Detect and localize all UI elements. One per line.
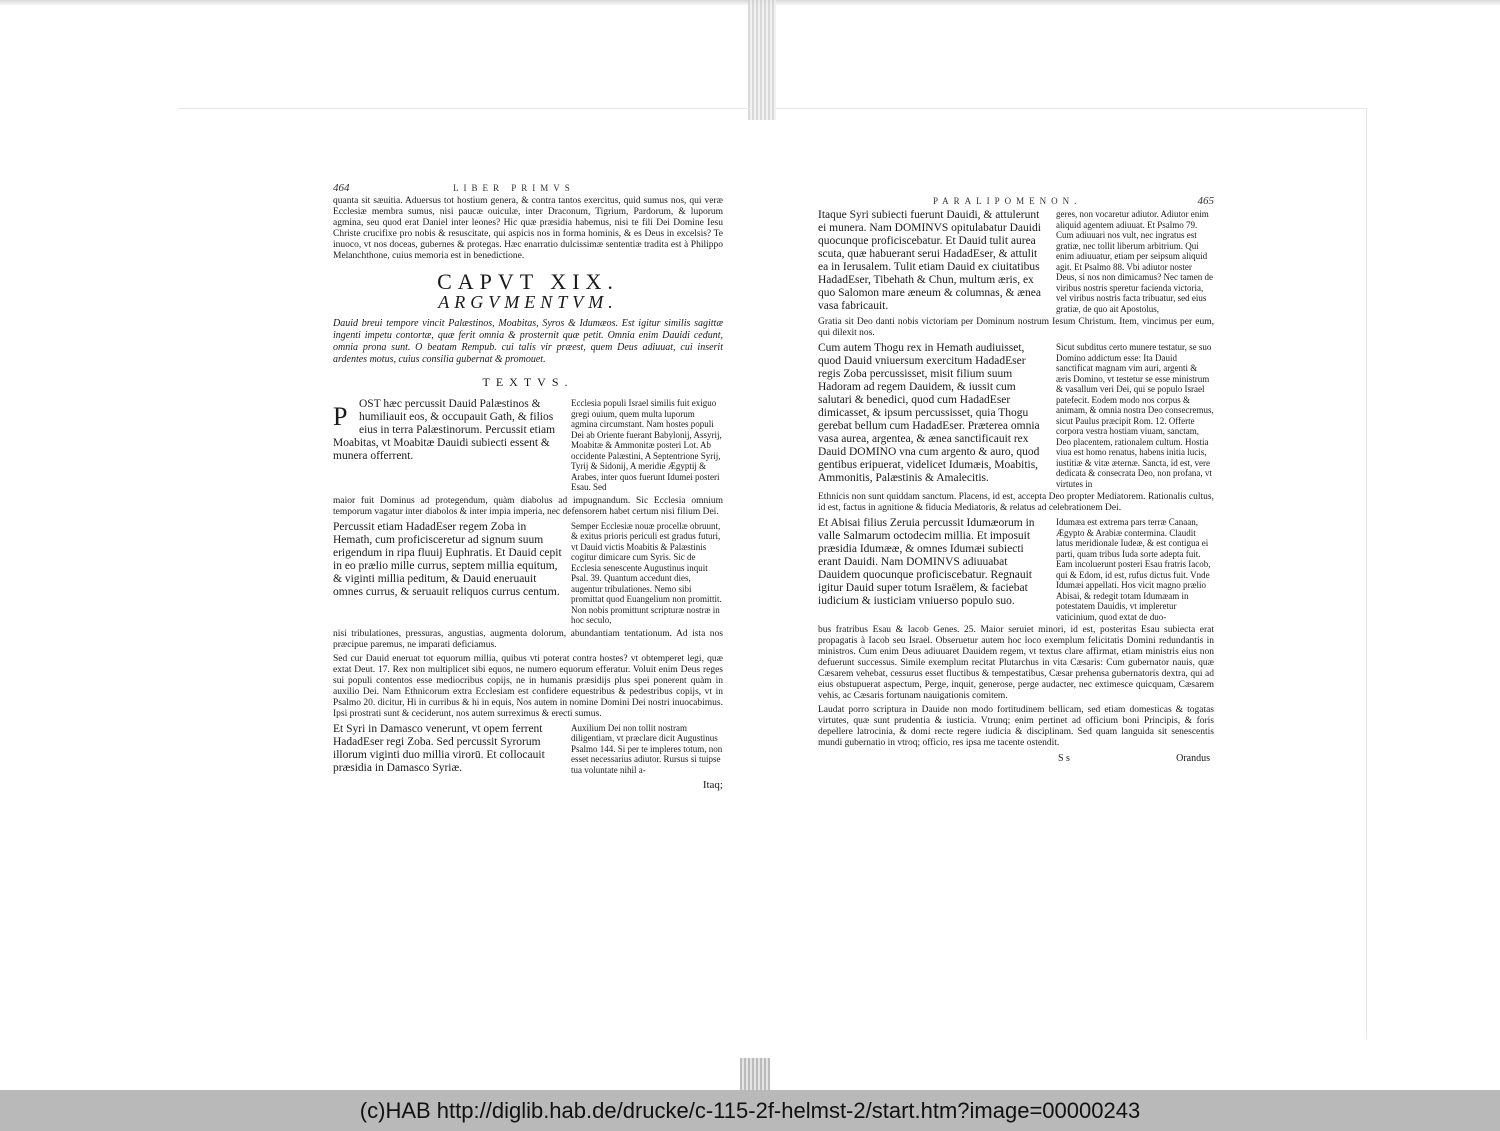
commentary-3: Sed cur Dauid eneruat tot equorum millia, quibus vti poterat contra hostes? vt obtemperet legi, quæ extat Deut. 17. Rex non multiplicet sibi equos, ne numero equorum efferatur. Voluit enim Deus reges sui populi contentos esse mediocribus copijs, ne in humanis præsidijs plus spei ponerent quàm in auxilio Dei. Nam Ethnicorum extra Ecclesiam est confidere equestribus & pedestribus copijs, vt in Psalmo 20. dicitur, Hi in curribus & hi in equis, Nos autem in nomine Domini Dei nostri inuocabimus. Ipsi prostrati sunt & ceciderunt, nos autem surreximus & erecti sumus.	[333, 653, 723, 719]
commentary-2: nisi tribulationes, pressuras, angustias, augmenta dolorum, abundantiam tentationum. Ad ista nos præcipue paremus, ne imparati deficiamus.	[333, 628, 723, 650]
verse-block-2	[333, 521, 723, 626]
right-running-title: PARALIPOMENON.	[933, 196, 1082, 206]
left-page	[333, 182, 723, 791]
side-note-3: Auxilium Dei non tollit nostram diligentiam, vt præclare dicit Augustinus Psalmo 144. Si per te impleres totum, non esset necessarius adiutor. Rursus si tuipse tua voluntate nihil a-	[571, 722, 723, 775]
left-running-head	[333, 182, 723, 196]
verse-1-text: OST hæc percussit Dauid Palæstinos & humiliauit eos, & occupauit Gath, & filios eius in terra Palæstinorum. Percussit etiam Moabitas, vt Moabitæ Dauidi subiecti essent & munera offerrent.	[333, 398, 556, 462]
chapter-heading: CAPVT XIX.	[437, 269, 619, 294]
side-note-4: geres, non vocaretur adiutor. Adiutor enim aliquid agentem adiuuat. Et Psalmo 79. Cum adiuuari nos vult, nec ingratus est gratiæ, nec tollit liberum arbitrium. Qui enim adiuuatur, etiam per seipsum aliquid agit. Et Psalmo 88. Vbi adiutor noster Deus, si nos non dimicamus? Nec tamen de viribus nostris speretur facienda victoria, vel viribus nostris facta tribuatur, sed eius gratiæ, de quo ait Apostolus,	[1056, 209, 1213, 314]
right-page	[818, 195, 1214, 765]
argumentum-text: Dauid breui tempore vincit Palæstinos, Moabitas, Syros & Idumæos. Est igitur similis sagittæ ingenti impetu contortæ, quæ ferit omnia & prosternit quæ petit. Omnia enim Dauidi cedunt, omnia prona sunt. O beatam Rempub. cui talis vir præest, quem Deus adiuuat, cui inserit ardentes motus, cuius consilia gubernat & promouet.	[333, 318, 723, 365]
commentary-6: bus fratribus Esau & Iacob Genes. 25. Maior seruiet minori, id est, posteritas Esau subiecta erat propagatis à Iacob seu Israel. Obseruetur autem hoc loco exemplum felicitatis Domini redundantis in ministros. Cum enim Deus adiuuaret Dauidem regem, vt textus clare affirmat, etiam ministris eius non defuerunt successus. Simile exemplum recitat Plutarchus in vita Cæsaris: Cum gubernator nauis, quæ Cæsarem vehebat, cessurus esset fluctibus & tempestatibus, Cæsar prehensa gubernatoris dextra, qui ad eius obstupuerat aspectum, Perge, inquit, generose, perge audacter, nec extimesce quicquam, Cæsarem vehis, ac Cæsaris fortunam nauigationis comitem.	[818, 625, 1214, 701]
right-page-foot	[818, 753, 1214, 765]
verse-block-3	[333, 723, 723, 776]
drop-cap: P	[333, 402, 348, 431]
binding-gutter-bottom	[740, 1058, 770, 1090]
verse-5: Cum autem Thogu rex in Hemath audiuisset, quod Dauid vniuersum exercitum HadadEser regis Zoba percussisset, misit filium suum Hadoram ad regem Dauidem, & iussit cum salutari & benedici, quod cum HadadEser dimicasset, & ipsum percussisset, quia Thogu gerebat bellum cum HadadEser. Præterea omnia vasa aurea, argentea, & ænea sanctificauit rex Dauid DOMINO vna cum argento & auro, quod gentibus eripuerat, videlicet Idumæis, Moabitis, Ammonitis, Palæstinis & Amalecitis.	[818, 342, 1040, 484]
side-note-2: Semper Ecclesiæ nouæ procellæ obruunt, & exitus prioris periculi est gradus futuri, vt Dauid victis Moabitis & Palæstinis cogitur dimicare cum Syris. Sic de Ecclesia senescente Augustinus inquit Psal. 39. Quantum accedunt dies, augentur tribulationes. Nemo sibi promittat quod Euangelium non promittit. Non nobis promittunt scripturæ nostræ in hoc seculo,	[571, 520, 722, 625]
signature-mark: S s	[1058, 753, 1070, 764]
side-note-5: Sicut subditus certo munere testatur, se suo Domino addictum esse: Ita Dauid sanctificat magnam vim auri, argenti & æris Domino, vt testetur se esse ministrum & vasallum veri Dei, qui se populo Israel patefecit. Eodem modo nos corpus & animam, & omnia nostra Deo consecremus, sicut Paulus præcipit Rom. 12. Offerte corpora vestra hostiam viuam, sanctam, Deo placentem, rationalem cultum. Hostia viua est homo renatus, habens initia lucis, iustitiæ & vitæ æternæ. Sancta, id est, vere dedicata & consecrata Deo, non profana, vt virtutes in	[1056, 342, 1214, 489]
verse-3: Et Syri in Damasco venerunt, vt opem ferrent HadadEser regi Zoba. Sed percussit Syrorum illorum viginti duo millia virorū. Et collocauit præsidia in Damasco Syriæ.	[333, 722, 545, 774]
verse-6: Et Abisai filius Zeruia percussit Idumæorum in valle Salmarum octodecim millia. Et imposuit præsidia Idumææ, & omnes Idumæi subiecti erant Dauidi. Nam DOMINVS adiuuabat Dauidem quocunque proficiscebatur. Regnauit igitur Dauid super totum Israëlem, & faciebat iudicium & iusticiam vniuerso populo suo.	[818, 517, 1035, 607]
verse-4: Itaque Syri subiecti fuerunt Dauidi, & attulerunt ei munera. Nam DOMINVS opitulabatur Dauidi quocunque proficiscebatur. Et Dauid tulit aurea scuta, quæ habuerant serui HadadEser, & attulit ea in Ierusalem. Tulit etiam Dauid ex ciuitatibus HadadEser, Tibehath & Chun, multum æris, ex quo Salomon mare æneum & columnas, & ænea vasa fabricauit.	[818, 209, 1041, 312]
side-note-1: Ecclesia populi Israel similis fuit exiguo gregi ouium, quem multa luporum agmina circumstant. Nam hostes populi Dei ab Oriente fuerant Babylonij, Assyrij, Moabitæ & Ammonitæ posteri Lot. Ab occidente Palæstini, A Septentrione Syrij, Tyrij & Sidonij, A meridie Ægyptij & Arabes, inter quos fuerunt Idumei posteri Esau. Sed	[571, 398, 722, 492]
right-catchword: Orandus	[1176, 753, 1210, 764]
right-page-number: 465	[1197, 195, 1214, 207]
left-page-number: 464	[333, 182, 350, 194]
footer-url-text: (c)HAB http://diglib.hab.de/drucke/c-115-2f-helmst-2/start.htm?image=00000243	[359, 1097, 1141, 1123]
verse-block-5	[818, 342, 1214, 489]
textus-heading: TEXTVS.	[482, 375, 574, 389]
commentary-1: maior fuit Dominus ad protegendum, quàm diabolus ad impugnandum. Sic Ecclesia omnium temporum vagatur inter diabolos & inter impia imperia, nec defensorem habet certum nisi filium Dei.	[333, 495, 723, 517]
commentary-5: Ethnicis non sunt quiddam sanctum. Placens, id est, accepta Deo propter Mediatorem. Rationalis cultus, id est, factus in agnitione & fiducia Mediatoris, & relatus ad celebrationem Dei.	[818, 492, 1214, 513]
commentary-7: Laudat porro scriptura in Dauide non modo fortitudinem bellicam, sed etiam domesticas & togatas virtutes, quæ sunt prudentia & iusticia. Vtrunq; enim pertinet ad officium boni Principis, & foris depellere latrocinia, & domi recte regere iudicia & disciplinam. Sed quam languida sit senescentis mundi gubernatio in vtroq; officio, res ipsa me tacente ostendit.	[818, 705, 1214, 748]
verse-2: Percussit etiam HadadEser regem Zoba in Hemath, cum proficisceretur ad signum suum erigendum in ripa fluuij Euphratis. Et Dauid cepit in eo prælio mille currus, septem millia equitum, & viginti millia peditum, & Dauid eneruauit omnes currus, & seruauit reliquos currus centum.	[333, 520, 562, 598]
intro-paragraph: quanta sit sæuitia. Aduersus tot hostium genera, & contra tantos exercitus, quid sumus nos, qui veræ Ecclesiæ membra sumus, nisi paucæ ouiculæ, inter Draconum, Tigrium, Pardorum, & luporum agmina, seu quod erat Daniel inter leones? Hic quæ præsidia habemus, nisi te fili Dei Domine Iesu Christe crucifixe pro nobis & resuscitate, qui aspicis nos in forma hominis, & es Deus in excelsis? Te inuoco, vt nos doceas, gubernes & protegas. Hæc enarratio dulcissimæ sententiæ tradita est à Philippo Melanchthone, cuius memoria est in benedictione.	[333, 196, 723, 261]
verse-block-6	[818, 517, 1214, 622]
verse-block-1	[333, 398, 723, 493]
verse-block-4	[818, 209, 1214, 314]
right-running-head	[818, 195, 1214, 209]
copyright-footer	[0, 1090, 1500, 1131]
commentary-4: Gratia sit Deo danti nobis victoriam per Dominum nostrum Iesum Christum. Item, vincimus per eum, qui dilexit nos.	[818, 317, 1214, 338]
side-note-6: Idumæa est extrema pars terræ Canaan, Ægypto & Arabiæ contermina. Claudit latus meridionale Iudeæ, & est contigua ei parti, quam tribus Iuda sorte adepta fuit. Eam incoluerunt posteri Esau fratris Iacob, qui & Edom, id est, rufus dictus fuit. Vnde Idumæi appellati. Hos vicit magno prælio Abisai, & redegit totam Idumæam in potestatem Dauidis, vt impleretur vaticinium, quod extat de duo-	[1056, 517, 1211, 622]
left-running-title: LIBER PRIMVS	[453, 183, 575, 193]
verse-1	[333, 398, 563, 493]
left-catchword: Itaq;	[702, 779, 723, 791]
argumentum-heading: ARGVMENTVM.	[438, 292, 618, 312]
binding-gutter-top	[748, 0, 776, 120]
